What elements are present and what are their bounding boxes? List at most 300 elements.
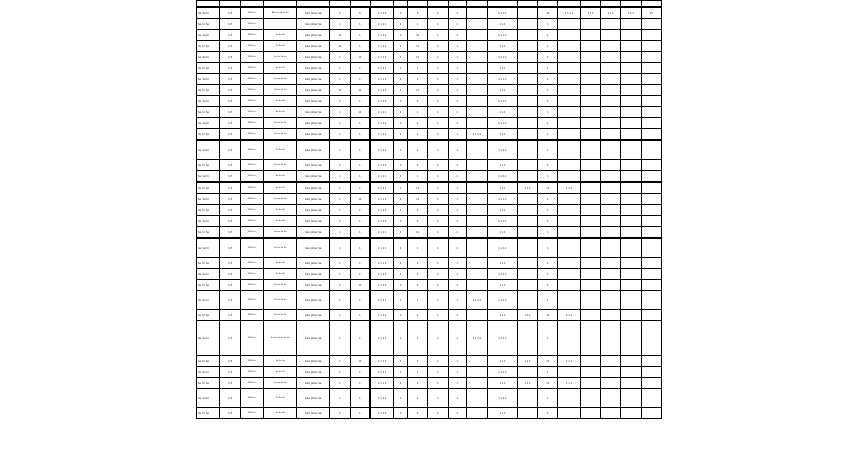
table-cell: 11 [538,310,558,321]
table-cell: Sa Sa Sa [264,216,297,227]
table-cell: 1 1.1 [558,182,580,194]
table-cell: 1 [538,280,558,291]
table-cell: 1 [350,171,370,183]
table-cell [641,41,661,52]
table-cell [641,52,661,63]
table-cell [580,30,600,41]
table-cell: Kavi Jahan Sa [297,118,330,129]
table-cell: 1 1 1 1 [370,118,393,129]
table-cell [601,310,621,321]
table-cell: 1 [538,216,558,227]
table-cell [621,205,641,216]
table-cell: 1 [538,140,558,160]
table-cell: 1 [448,52,466,63]
table-cell: 1 [350,238,370,258]
table-cell: Kavi Jahan Sa [297,378,330,389]
table-cell [517,205,537,216]
table-cell: 1/3 [220,321,240,356]
table-cell [621,238,641,258]
table-cell: 1999 sk. [240,291,263,310]
table-cell: 1 [448,30,466,41]
table-cell: Kavi Jahan Sa [297,171,330,183]
table-cell [466,205,487,216]
table-cell: 1 [448,194,466,205]
table-cell: 1/3 [220,41,240,52]
table-cell: 1.1 1 [517,378,537,389]
table-cell: 11 [408,227,428,239]
table-cell: 1.1 1.1 [488,96,518,107]
table-cell: 1 [538,107,558,118]
table-cell [466,52,487,63]
table-cell [601,194,621,205]
table-row [197,269,662,280]
table-cell: Kavi Jahan Sa [297,96,330,107]
table-cell: 1 [428,280,448,291]
table-cell: Sa. Sa tri [197,74,220,85]
table-cell: Kavi Jahan Sa [297,408,330,419]
table-cell: 1 [330,19,350,30]
table-cell [558,194,580,205]
table-cell: 1 [350,129,370,141]
table-cell [466,310,487,321]
table-cell: 11 [538,356,558,367]
table-cell: 1/3 [220,182,240,194]
table-cell: Sa. tri Sa [197,129,220,141]
table-cell: 1999 sk. [240,118,263,129]
table-cell: 1 [408,238,428,258]
table-cell: 1 1 1 1 [370,182,393,194]
table-cell: 1 [350,310,370,321]
table-cell: 1 [330,52,350,63]
table-cell: 1 [428,194,448,205]
table-cell: 1 [428,140,448,160]
table-cell: 1.1 1.1 [488,194,518,205]
table-cell: 1 1 1 1 [370,389,393,408]
table-cell: 1 [428,118,448,129]
table-cell: 1 [394,194,408,205]
table-cell [558,85,580,96]
table-cell: 1 [538,389,558,408]
table-cell: 1 [448,7,466,19]
table-cell [641,238,661,258]
table-cell: 1/3 [220,227,240,239]
table-cell [601,269,621,280]
table-cell: 1 [350,227,370,239]
table-cell [558,205,580,216]
table-cell: 1 [448,140,466,160]
table-cell: 1 [448,227,466,239]
table-cell: Sa. Sa tri [197,96,220,107]
table-cell: 1 [350,367,370,378]
table-cell [580,227,600,239]
table-cell [517,258,537,269]
table-cell: 1 1 1 1 [370,269,393,280]
table-cell [517,227,537,239]
table-cell: 1/3 [220,216,240,227]
table-cell: 1 [408,74,428,85]
table-cell [621,321,641,356]
table-cell: Sa Sa Sa [264,140,297,160]
table-cell [580,258,600,269]
table-cell: 31 [330,30,350,41]
table-cell: 1 [408,140,428,160]
table-cell: 1 1.1 [488,258,518,269]
table-cell: Sa Sa Sa [264,171,297,183]
table-cell: 1 [330,129,350,141]
table-cell: 1 1.1 [488,160,518,171]
table-cell: 1 1 1 1 [370,216,393,227]
table-cell: 1 1.1 [558,310,580,321]
table-cell: Kavi Jahan Sa [297,129,330,141]
table-cell: 1 [408,280,428,291]
table-cell: 1/3 [220,160,240,171]
table-cell [601,171,621,183]
table-cell [466,227,487,239]
table-cell: Sa. tri Sa [197,19,220,30]
table-cell: 1 [538,30,558,41]
table-cell: 1 [408,258,428,269]
table-cell: Sa. Sa tri [197,194,220,205]
table-cell [517,291,537,310]
table-cell: 1.1 1.1 [488,140,518,160]
table-cell [466,30,487,41]
table-cell [517,118,537,129]
table-cell [517,140,537,160]
table-cell: 1 [408,63,428,74]
table-cell: 1999 sk. [240,171,263,183]
table-cell: Kavi Jahan Sa [297,310,330,321]
table-cell: Sa Sa Sa Sa [264,129,297,141]
table-cell: Sa Sa Sa Sa [264,227,297,239]
table-cell: Sa. tri Sa [197,378,220,389]
table-cell [621,378,641,389]
table-cell: 1 [538,238,558,258]
table-cell: 1 [538,194,558,205]
table-cell: Kavi Jahan Sa [297,227,330,239]
table-cell [580,182,600,194]
table-cell: 1 [428,63,448,74]
table-cell: 1 1 1 1 [370,291,393,310]
table-cell: 1 [448,205,466,216]
table-cell [601,378,621,389]
table-cell [580,378,600,389]
table-cell: 1 [394,85,408,96]
table-cell: 1 1.1 [488,227,518,239]
table-cell: 1 [428,310,448,321]
table-cell: 1999 sk. [240,216,263,227]
table-cell: 1999 sk. [240,19,263,30]
table-cell [601,205,621,216]
table-cell: 1 [350,140,370,160]
table-cell [621,96,641,107]
table-cell: 1 [538,171,558,183]
table-cell: 1 [448,160,466,171]
table-cell: 1 [408,310,428,321]
table-row [197,367,662,378]
table-cell: Sa. Sa tri [197,118,220,129]
table-cell [466,160,487,171]
table-cell: 1 [428,7,448,19]
table-cell: 1 1 1 1 [370,310,393,321]
table-cell: Sa Sa Sa [264,96,297,107]
table-cell [517,389,537,408]
table-cell: 1999 sk. [240,182,263,194]
table-cell: Sa Sa Sa [264,41,297,52]
table-cell: 1 [408,205,428,216]
table-cell: Sa. tri Sa [197,408,220,419]
table-cell: 1 1 1 1 [370,41,393,52]
table-cell: 1 1.1 [488,85,518,96]
table-cell: 1999 sk. [240,356,263,367]
table-row [197,74,662,85]
table-cell: Kavi Jahan Sa [297,216,330,227]
table-cell [466,107,487,118]
table-cell: 1 [428,367,448,378]
table-cell: Kavi Jahan Sa [297,41,330,52]
table-cell: 1 [330,7,350,19]
table-cell: 11 [408,194,428,205]
table-row [197,356,662,367]
table-cell: 1/3 [220,367,240,378]
table-cell: 1 1.1 [558,356,580,367]
table-cell: 11 [408,41,428,52]
table-cell [621,367,641,378]
table-cell [466,258,487,269]
table-cell: 1 [394,182,408,194]
table-cell [466,378,487,389]
table-cell [621,269,641,280]
table-cell: 1 [408,356,428,367]
table-cell: 1 [330,378,350,389]
table-cell: 1999 sk. [240,205,263,216]
table-cell: 1 [428,205,448,216]
table-cell: 1 [428,129,448,141]
table-cell: Sa. Sa tri [197,216,220,227]
table-cell: 1/3 [220,389,240,408]
table-cell: 1 [394,96,408,107]
table-cell [641,19,661,30]
table-cell: 1 1.1 [488,205,518,216]
table-cell [641,96,661,107]
table-row [197,238,662,258]
table-cell [580,367,600,378]
table-cell: 1 [350,182,370,194]
table-cell: 1 [448,216,466,227]
table-cell: 1 [448,321,466,356]
table-cell: 1 [330,227,350,239]
table-cell: 1 [448,107,466,118]
table-cell: 1 [408,19,428,30]
table-cell: 1 [330,160,350,171]
table-row [197,7,662,19]
table-cell: 1 [448,310,466,321]
table-row [197,107,662,118]
table-cell [466,96,487,107]
table-cell [558,74,580,85]
table-row [197,52,662,63]
table-cell [558,19,580,30]
table-cell: 1 1.1 [488,41,518,52]
table-cell: 1/3 [220,63,240,74]
table-cell: 1 [330,182,350,194]
table-cell: 1 [330,140,350,160]
table-cell: 1999 sk. [240,140,263,160]
table-cell [558,291,580,310]
table-cell: 1 1 1 1 [370,96,393,107]
table-cell [580,171,600,183]
table-cell: Sa Sa Sa [264,389,297,408]
table-cell: 1 1.1 [488,182,518,194]
table-cell: 1 [538,367,558,378]
table-cell: 1 [428,30,448,41]
table-cell: 1 [408,160,428,171]
table-cell [466,41,487,52]
table-cell [466,389,487,408]
table-cell [601,408,621,419]
table-cell: 1.1 1.1 [488,238,518,258]
table-cell: Sa. tri Sa [197,41,220,52]
table-cell: 11 [350,52,370,63]
table-cell [580,140,600,160]
table-cell [558,389,580,408]
table-cell [517,321,537,356]
table-cell [580,205,600,216]
table-cell: 1 [394,291,408,310]
table-cell [466,19,487,30]
table-cell: 1.1 1.1 [488,291,518,310]
table-cell: 1/3 [220,96,240,107]
table-cell: Sa. tri Sa [197,227,220,239]
table-cell: 1 [538,269,558,280]
table-cell: 1/3 [220,129,240,141]
table-cell: 1 1.1 [488,408,518,419]
table-cell: Kavi Jahan Sa [297,160,330,171]
table-cell: 1 [394,378,408,389]
table-cell [601,238,621,258]
table-cell: 1 [394,160,408,171]
table-cell: 1 [428,238,448,258]
table-cell [580,160,600,171]
table-row [197,30,662,41]
table-cell: 1 1.1 [558,378,580,389]
table-row [197,378,662,389]
table-row [197,216,662,227]
table-cell: 1 [394,171,408,183]
table-cell: Sa. tri Sa [197,310,220,321]
table-cell: 1.1 1 [517,182,537,194]
table-cell: 11 [330,41,350,52]
table-cell [641,408,661,419]
table-cell: 1 [330,321,350,356]
table-cell: 1 [428,160,448,171]
table-cell: 1 1.1 1 [558,7,580,19]
table-cell: Sa Sa Sa Sa [264,74,297,85]
table-cell: Sa. tri Sa [197,356,220,367]
table-cell [601,258,621,269]
table-row [197,129,662,141]
table-cell: Kavi Jahan Sa [297,356,330,367]
table-cell [621,194,641,205]
table-cell: Kavi Jahan Sa [297,321,330,356]
table-cell: 1 1 1 1 [370,140,393,160]
table-cell: 1 [330,291,350,310]
table-cell [517,85,537,96]
table-cell: Sa Sa Sa [264,107,297,118]
table-cell: 1 1 1 1 [370,19,393,30]
table-cell: 1/3 [220,310,240,321]
table-row [197,85,662,96]
table-cell: 1999 sk. [240,280,263,291]
table-cell: Sa. Sa tri [197,30,220,41]
table-cell: 1 [428,408,448,419]
table-cell: 1 [428,291,448,310]
table-cell: 1 1 1 1 [370,367,393,378]
table-cell [621,171,641,183]
table-cell: Sa Sa Sa [264,258,297,269]
table-cell: 10 [538,7,558,19]
table-cell: 1 [330,216,350,227]
table-cell [580,96,600,107]
table-cell: 1 [448,96,466,107]
table-cell [517,194,537,205]
table-cell: 1 1 1 1 [370,171,393,183]
table-cell: 1999 sk. [240,227,263,239]
table-cell [517,216,537,227]
table-cell [580,321,600,356]
table-cell: 1 [350,408,370,419]
table-cell: 1 1 1 1 [370,227,393,239]
table-cell: 1 [330,269,350,280]
table-cell: 1/3 [220,74,240,85]
table-cell: 1 [448,238,466,258]
table-cell [558,41,580,52]
table-cell: Kavi Jahan Sa [297,74,330,85]
table-cell: 1999 sk. [240,7,263,19]
table-row [197,140,662,160]
table-cell: Sa Sa Sa Sa [264,194,297,205]
table-cell: 1/3 [220,52,240,63]
table-cell [621,216,641,227]
table-cell: 1 [394,118,408,129]
table-cell: 1999 sk. [240,367,263,378]
table-cell: Kavi Jahan Sa [297,52,330,63]
table-cell [641,367,661,378]
table-cell: Kavi Jahan Sa [297,389,330,408]
table-cell: 1 [428,182,448,194]
table-cell [517,19,537,30]
table-cell [601,367,621,378]
table-cell: 1 [448,389,466,408]
table-cell: 11 [538,182,558,194]
table-cell: 1 [350,321,370,356]
table-cell [601,321,621,356]
table-cell: Kavi Jahan Sa [297,280,330,291]
table-cell [466,408,487,419]
table-cell [580,41,600,52]
table-cell [601,74,621,85]
table-cell: 1 [394,258,408,269]
table-cell: 1 [330,258,350,269]
table-cell [580,216,600,227]
table-cell: Akhrat Jahan Sa [264,7,297,19]
table-cell [580,356,600,367]
table-cell: 1 [394,30,408,41]
table-cell [621,19,641,30]
table-cell: 1 [408,367,428,378]
table-cell [466,238,487,258]
table-cell: 1 [448,182,466,194]
table-cell: 1 1.1 [488,280,518,291]
